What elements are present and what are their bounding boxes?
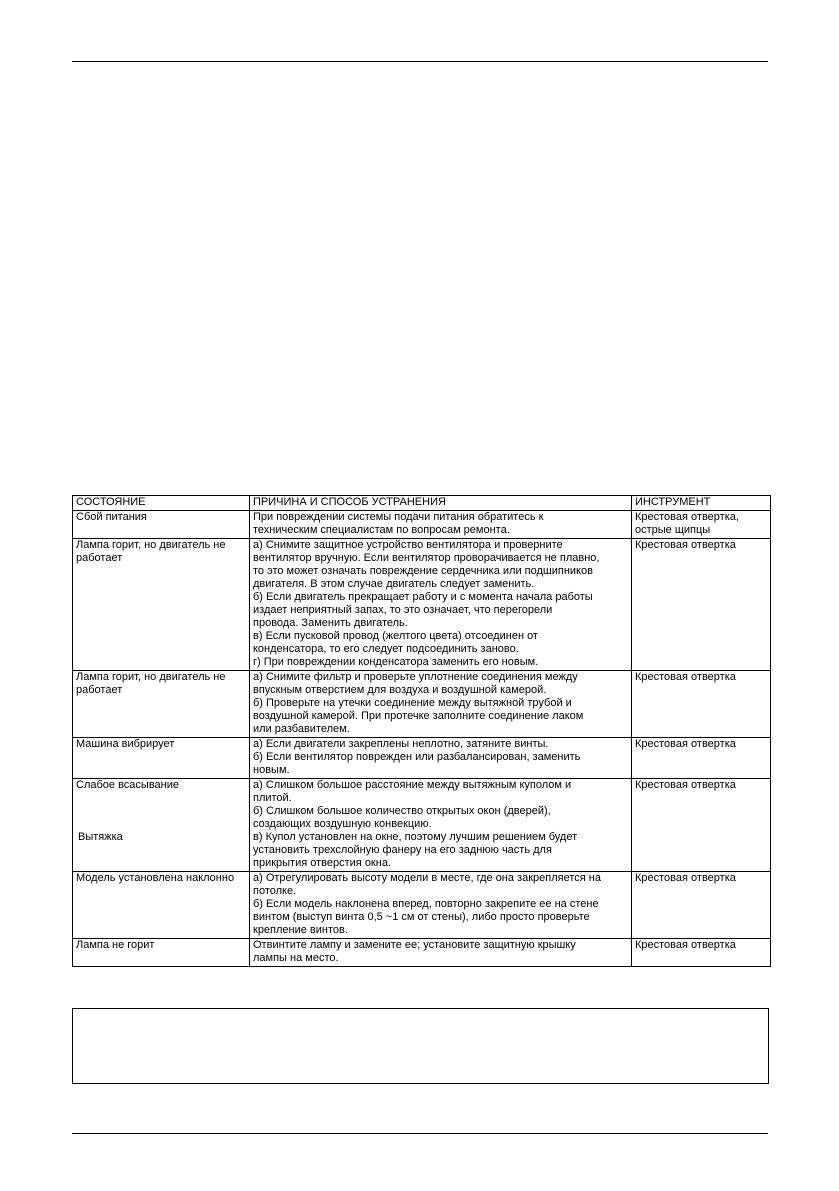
table-row bbox=[73, 779, 771, 872]
cause-cell: Отвинтите лампу и замените ее; установите защитную крышку лампы на место. bbox=[250, 939, 632, 967]
condition-cell: Лампа горит, но двигатель не работает bbox=[73, 539, 250, 671]
condition-cell bbox=[73, 779, 250, 872]
tool-cell: Крестовая отвертка bbox=[632, 779, 771, 872]
cause-cell: а) Если двигатели закреплены неплотно, затяните винты. б) Если вентилятор поврежден или разбалансирован, заменить новым. bbox=[250, 738, 632, 779]
table-row bbox=[73, 539, 771, 671]
condition-cell: Машина вибрирует bbox=[73, 738, 250, 779]
tool-cell: Крестовая отвертка bbox=[632, 872, 771, 939]
condition-sub-label: Вытяжка bbox=[78, 831, 123, 843]
table-row bbox=[73, 939, 771, 967]
table-row bbox=[73, 872, 771, 939]
tool-cell: Крестовая отвертка bbox=[632, 738, 771, 779]
cause-cell: При повреждении системы подачи питания обратитесь к техническим специалистам по вопросам ремонта. bbox=[250, 511, 632, 539]
tool-cell: Крестовая отвертка bbox=[632, 671, 771, 738]
cause-cell: а) Отрегулировать высоту модели в месте, где она закрепляется на потолке. б) Если модель наклонена вперед, повторно закрепите ее на стене винтом (выступ винта 0,5 ~1 см от стены), либо просто проверьте крепление винтов. bbox=[250, 872, 632, 939]
troubleshooting-table bbox=[72, 495, 771, 967]
condition-cell: Модель установлена наклонно bbox=[73, 872, 250, 939]
condition-text: Слабое всасывание bbox=[76, 779, 179, 791]
condition-cell: Лампа горит, но двигатель не работает bbox=[73, 671, 250, 738]
tool-cell: Крестовая отвертка bbox=[632, 939, 771, 967]
column-header-tool: ИНСТРУМЕНТ bbox=[632, 496, 771, 511]
tool-cell: Крестовая отвертка, острые щипцы bbox=[632, 511, 771, 539]
tool-cell: Крестовая отвертка bbox=[632, 539, 771, 671]
condition-cell: Лампа не горит bbox=[73, 939, 250, 967]
header-rule bbox=[72, 61, 768, 62]
table-header-row bbox=[73, 496, 771, 511]
note-box bbox=[72, 1008, 769, 1084]
cause-cell: а) Слишком большое расстояние между вытяжным куполом и плитой. б) Слишком большое количество открытых окон (дверей), создающих воздушную конвекцию. в) Купол установлен на окне, поэтому лучшим решением будет установить трехслойную фанеру на его заднюю часть для прикрытия отверстия окна. bbox=[250, 779, 632, 872]
column-header-condition: СОСТОЯНИЕ bbox=[73, 496, 250, 511]
table-row bbox=[73, 671, 771, 738]
condition-cell: Сбой питания bbox=[73, 511, 250, 539]
cause-cell: а) Снимите фильтр и проверьте уплотнение соединения между впускным отверстием для воздуха и воздушной камерой. б) Проверьте на утечки соединение между вытяжной трубой и воздушной камерой. При протечке заполните соединение лаком или разбавителем. bbox=[250, 671, 632, 738]
table-row bbox=[73, 511, 771, 539]
table-row bbox=[73, 738, 771, 779]
cause-cell: а) Снимите защитное устройство вентилятора и проверните вентилятор вручную. Если вентилятор проворачивается не плавно, то это может означать повреждение сердечника или подшипников двигателя. В этом случае двигатель следует заменить. б) Если двигатель прекращает работу и с момента начала работы издает неприятный запах, то это означает, что перегорели провода. Заменить двигатель. в) Если пусковой провод (желтого цвета) отсоединен от конденсатора, то его следует подсоединить заново. г) При повреждении конденсатора заменить его новым. bbox=[250, 539, 632, 671]
footer-rule bbox=[72, 1133, 768, 1134]
column-header-cause: ПРИЧИНА И СПОСОБ УСТРАНЕНИЯ bbox=[250, 496, 632, 511]
